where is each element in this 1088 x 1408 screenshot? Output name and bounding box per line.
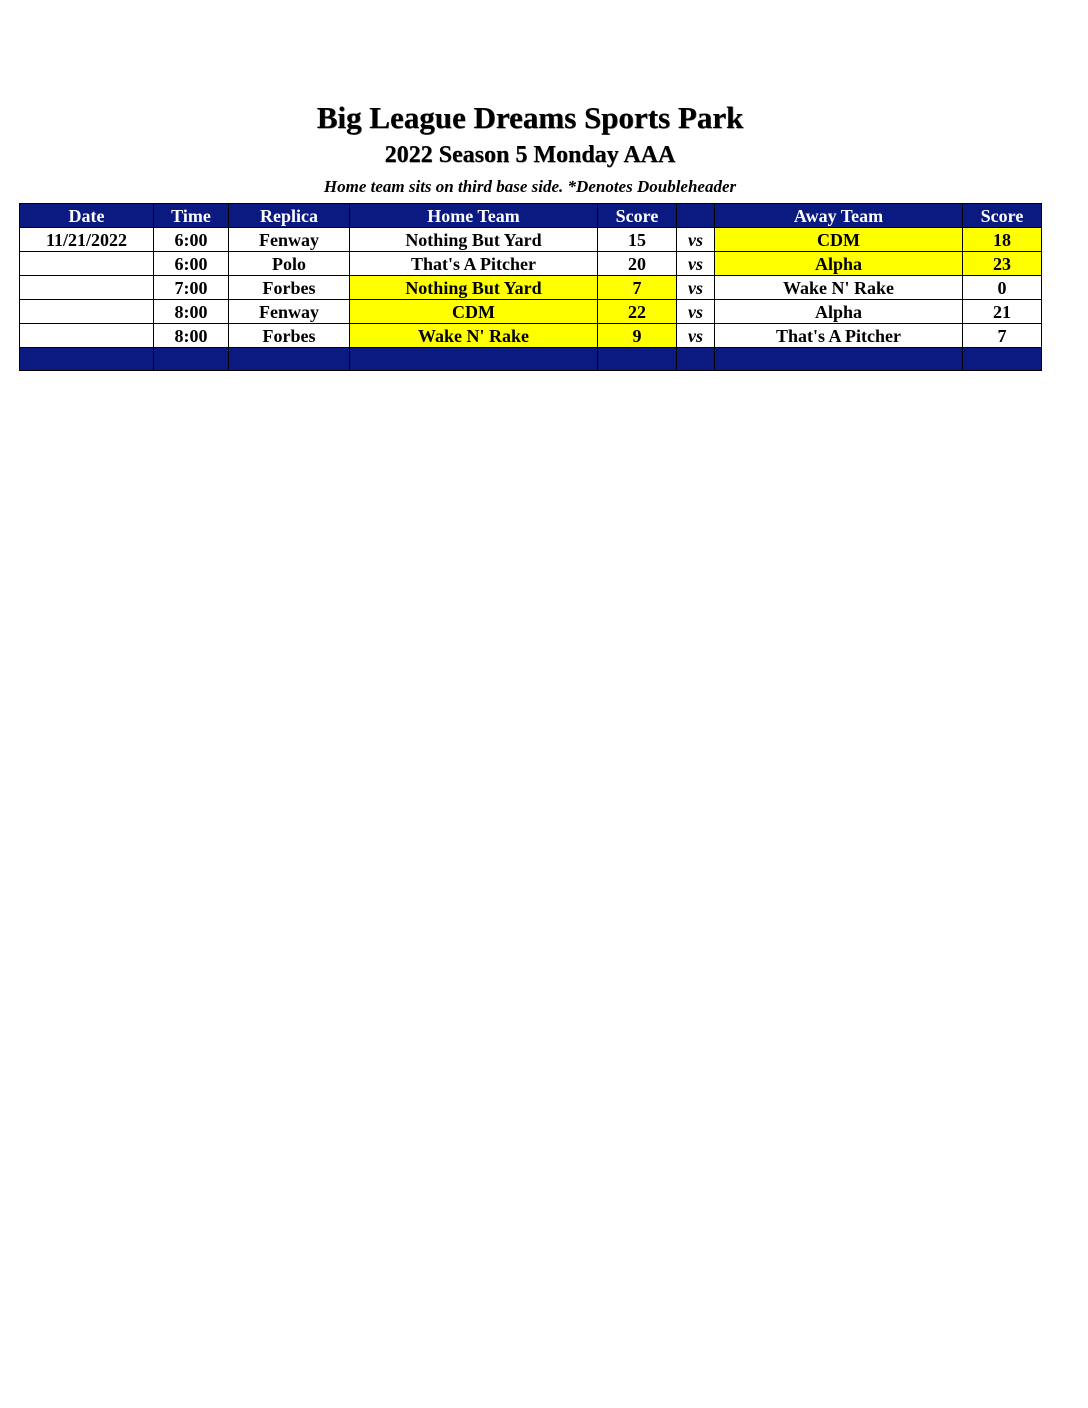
home-score-cell: 15 <box>598 228 677 252</box>
table-row <box>20 324 1042 348</box>
table-row <box>20 228 1042 252</box>
column-header-away-score: Score <box>963 204 1042 228</box>
schedule-table <box>19 203 1042 371</box>
column-header-time: Time <box>154 204 229 228</box>
replica-cell: Fenway <box>229 300 350 324</box>
home-team-cell: Nothing But Yard <box>350 276 598 300</box>
footer-cell <box>350 348 598 371</box>
vs-cell: vs <box>677 324 715 348</box>
replica-cell: Fenway <box>229 228 350 252</box>
home-score-cell: 20 <box>598 252 677 276</box>
column-header-vs <box>677 204 715 228</box>
footer-cell <box>677 348 715 371</box>
footer-cell <box>229 348 350 371</box>
column-header-away-team: Away Team <box>715 204 963 228</box>
replica-cell: Forbes <box>229 276 350 300</box>
date-cell <box>20 324 154 348</box>
table-row <box>20 300 1042 324</box>
away-score-cell: 23 <box>963 252 1042 276</box>
vs-cell: vs <box>677 276 715 300</box>
column-header-date: Date <box>20 204 154 228</box>
away-team-cell: That's A Pitcher <box>715 324 963 348</box>
column-header-replica: Replica <box>229 204 350 228</box>
away-score-cell: 7 <box>963 324 1042 348</box>
away-score-cell: 21 <box>963 300 1042 324</box>
home-score-cell: 7 <box>598 276 677 300</box>
home-team-cell: Wake N' Rake <box>350 324 598 348</box>
away-score-cell: 0 <box>963 276 1042 300</box>
footer-cell <box>715 348 963 371</box>
home-team-cell: CDM <box>350 300 598 324</box>
vs-cell: vs <box>677 300 715 324</box>
footer-cell <box>154 348 229 371</box>
replica-cell: Polo <box>229 252 350 276</box>
footer-cell <box>963 348 1042 371</box>
time-cell: 8:00 <box>154 300 229 324</box>
home-team-cell: Nothing But Yard <box>350 228 598 252</box>
away-score-cell: 18 <box>963 228 1042 252</box>
time-cell: 7:00 <box>154 276 229 300</box>
date-cell <box>20 276 154 300</box>
column-header-home-score: Score <box>598 204 677 228</box>
replica-cell: Forbes <box>229 324 350 348</box>
footer-cell <box>598 348 677 371</box>
column-header-home-team: Home Team <box>350 204 598 228</box>
date-cell: 11/21/2022 <box>20 228 154 252</box>
table-header-row <box>20 204 1042 228</box>
away-team-cell: Wake N' Rake <box>715 276 963 300</box>
doubleheader-note: Home team sits on third base side. *Denotes Doubleheader <box>323 177 737 196</box>
home-score-cell: 22 <box>598 300 677 324</box>
table-row <box>20 252 1042 276</box>
table-row <box>20 276 1042 300</box>
home-team-cell: That's A Pitcher <box>350 252 598 276</box>
time-cell: 8:00 <box>154 324 229 348</box>
page-subtitle: 2022 Season 5 Monday AAA <box>384 142 676 168</box>
time-cell: 6:00 <box>154 252 229 276</box>
away-team-cell: CDM <box>715 228 963 252</box>
vs-cell: vs <box>677 252 715 276</box>
date-cell <box>20 252 154 276</box>
away-team-cell: Alpha <box>715 300 963 324</box>
away-team-cell: Alpha <box>715 252 963 276</box>
footer-cell <box>20 348 154 371</box>
time-cell: 6:00 <box>154 228 229 252</box>
vs-cell: vs <box>677 228 715 252</box>
home-score-cell: 9 <box>598 324 677 348</box>
page-title: Big League Dreams Sports Park <box>316 100 744 135</box>
date-cell <box>20 300 154 324</box>
table-footer-row <box>20 348 1042 371</box>
